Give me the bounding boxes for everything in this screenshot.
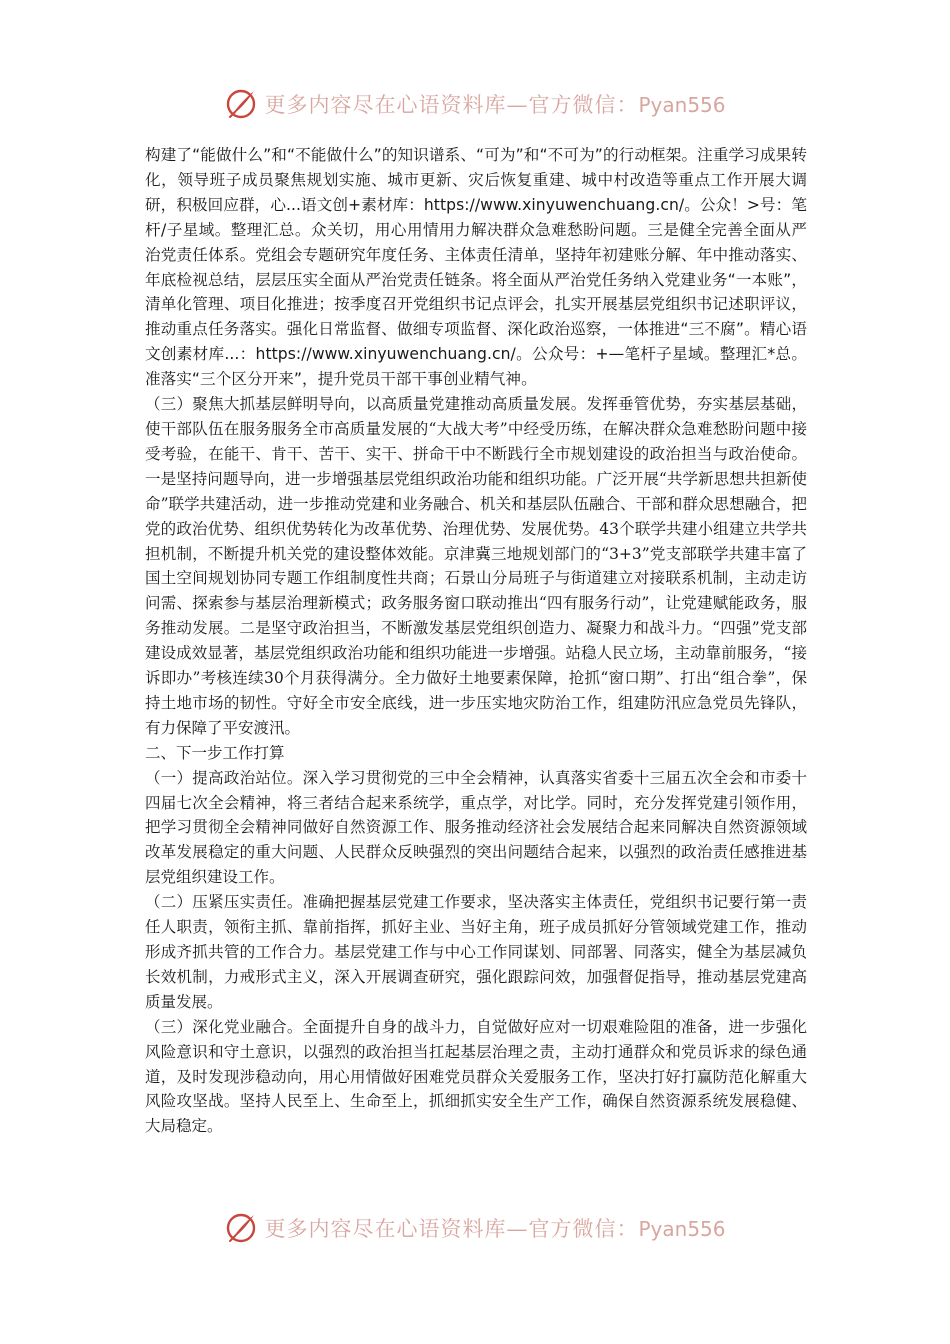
wechat-handle: Pyan556 xyxy=(638,1217,726,1241)
header-banner xyxy=(0,82,950,126)
footer-banner xyxy=(0,1206,950,1250)
footer-banner-text: 更多内容尽在心语资料库—官方微信：Pyan556 xyxy=(264,1217,726,1241)
document-body xyxy=(145,143,807,1139)
paragraph: （一）提高政治站位。深入学习贯彻党的三中全会精神，认真落实省委十三届五次全会和市委十四届七次全会精神，将三者结合起来系统学，重点学，对比学。同时，充分发挥党建引领作用，把学习贯彻全会精神同做好自然资源工作、服务推动经济社会发展结合起来同解决自然资源领域改革发展稳定的重大问题、人民群众反映强烈的突出问题结合起来，以强烈的政治责任感推进基层党组织建设工作。 xyxy=(145,768,807,887)
header-banner-text: 更多内容尽在心语资料库—官方微信：Pyan556 xyxy=(264,93,726,117)
paragraph: 构建了“能做什么”和“不能做什么”的知识谱系、“可为”和“不可为”的行动框架。注重学习成果转化，领导班子成员聚焦规划实施、城市更新、灾后恢复重建、城中村改造等重点工作开展大调研，积极回应群，心...语文创+素材库：https://www.xinyuwenchuang.cn/。公众！>号：笔杆/子星域。整理汇总。众关切，用心用情用力解决群众急难愁盼问题。三是健全完善全面从严治党责任体系。党组会专题研究年度任务、主体责任清单，坚持年初建账分解、年中推动落实、年底检视总结，层层压实全面从严治党责任链条。将全面从严治党任务纳入党建业务“一本账”，清单化管理、项目化推进；按季度召开党组织书记点评会，扎实开展基层党组织书记述职评议，推动重点任务落实。强化日常监督、做细专项监督、深化政治巡察，一体推进“三不腐”。精心语文创素材库...：https://www.xinyuwenchuang.cn/。公众号：+—笔杆子星域。整理汇*总。准落实“三个区分开来”，提升党员干部干事创业精气神。 xyxy=(145,146,807,389)
quill-logo-icon xyxy=(224,1211,258,1245)
paragraph: （二）压紧压实责任。准确把握基层党建工作要求，坚决落实主体责任，党组织书记要行第一责任人职责，领衔主抓、靠前指挥，抓好主业、当好主角，班子成员抓好分管领域党建工作，推动形成齐抓共管的工作合力。基层党建工作与中心工作同谋划、同部署、同落实，健全为基层减负长效机制，力戒形式主义，深入开展调查研究，强化跟踪问效，加强督促指导，推动基层党建高质量发展。 xyxy=(145,893,807,1011)
paragraph: （三）深化党业融合。全面提升自身的战斗力，自觉做好应对一切艰难险阻的准备，进一步强化风险意识和守土意识，以强烈的政治担当扛起基层治理之责，主动打通群众和党员诉求的绿色通道，及时发现涉稳动向，用心用情做好困难党员群众关爱服务工作，坚决打好打赢防范化解重大风险攻坚战。坚持人民至上、生命至上，抓细抓实安全生产工作，确保自然资源系统发展稳健、大局稳定。 xyxy=(145,1017,807,1136)
section-heading: 二、下一步工作打算 xyxy=(145,743,285,762)
paragraph: （三）聚焦大抓基层鲜明导向，以高质量党建推动高质量发展。发挥垂管优势，夯实基层基础，使干部队伍在服务服务全市高质量发展的“大战大考”中经受历练，在解决群众急难愁盼问题中接受考验，在能干、肯干、苦干、实干、拼命干中不断践行全市规划建设的政治担当与政治使命。一是坚持问题导向，进一步增强基层党组织政治功能和组织功能。广泛开展“共学新思想共担新使命”联学共建活动，进一步推动党建和业务融合、机关和基层队伍融合、干部和群众思想融合，把党的政治优势、组织优势转化为改革优势、治理优势、发展优势。43个联学共建小组建立共学共担机制，不断提升机关党的建设整体效能。京津冀三地规划部门的“3+3”党支部联学共建丰富了国土空间规划协同专题工作组制度性共商；石景山分局班子与街道建立对接联系机制，主动走访问需、探索参与基层治理新模式；政务服务窗口联动推出“四有服务行动”，让党建赋能政务，服务推动发展。二是坚守政治担当，不断激发基层党组织创造力、凝聚力和战斗力。“四强”党支部建设成效显著，基层党组织政治功能和组织功能进一步增强。站稳人民立场，主动靠前服务，“接诉即办”考核连续30个月获得满分。全力做好土地要素保障，抢抓“窗口期”、打出“组合拳”，保持土地市场的韧性。守好全市安全底线，进一步压实地灾防治工作，组建防汛应急党员先锋队，有力保障了平安渡汛。 xyxy=(145,395,807,737)
quill-logo-icon xyxy=(224,87,258,121)
wechat-handle: Pyan556 xyxy=(638,93,726,117)
